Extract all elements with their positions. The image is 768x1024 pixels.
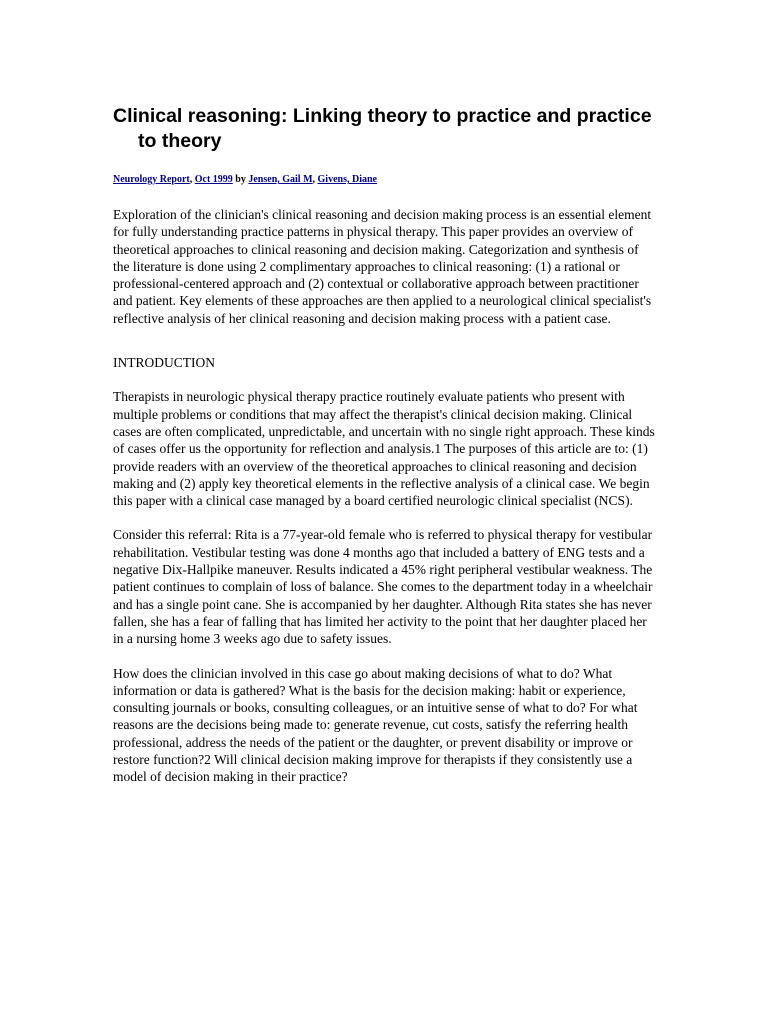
byline: Neurology Report, Oct 1999 by Jensen, Gail M, Givens, Diane <box>113 174 377 185</box>
author-link-givens[interactable]: Givens, Diane <box>317 174 377 185</box>
byline-by: by <box>235 174 246 185</box>
article <box>113 104 658 786</box>
paragraph-3: How does the clinician involved in this case go about making decisions of what to do? What information or data is gathered? What is the basis for the decision making: habit or experience, consulting journals or books, consulting colleagues, or an intuitive sense of what to do? For what reasons are the decisions being made to: generate revenue, cut costs, satisfy the referring health professional, address the needs of the patient or the daughter, or prevent disability or improve or restore function?2 Will clinical decision making improve for therapists if they consistently use a model of decision making in their practice? <box>113 665 638 785</box>
journal-link[interactable]: Neurology Report <box>113 174 190 185</box>
paragraph-1: Therapists in neurologic physical therapy practice routinely evaluate patients who present with multiple problems or conditions that may affect the therapist's clinical decision making. Clinical cases are often complicated, unpredictable, and uncertain with no single right approach. These kinds of cases offer us the opportunity for reflection and analysis.1 The purposes of this article are to: (1) provide readers with an overview of the theoretical approaches to clinical reasoning and decision making and (2) apply key theoretical elements in the reflective analysis of a clinical case. We begin this paper with a clinical case managed by a board certified neurologic clinical specialist (NCS). <box>113 389 655 509</box>
abstract: Exploration of the clinician's clinical reasoning and decision making process is an essential element for fully understanding practice patterns in physical therapy. This paper provides an overview of theoretical approaches to clinical reasoning and decision making. Categorization and synthesis of the literature is done using 2 complimentary approaches to clinical reasoning: (1) a rational or professional-centered approach and (2) contextual or collaborative approach between practitioner and patient. Key elements of these approaches are then applied to a neurological clinical specialist's reflective analysis of her clinical reasoning and decision making process with a patient case. <box>113 207 652 326</box>
article-title: Clinical reasoning: Linking theory to practice and practice to theory <box>113 105 652 152</box>
section-heading: INTRODUCTION <box>113 355 215 371</box>
date-link[interactable]: Oct 1999 <box>194 174 233 185</box>
author-link-jensen[interactable]: Jensen, Gail M <box>248 174 313 185</box>
paragraph-2: Consider this referral: Rita is a 77-year-old female who is referred to physical therapy for vestibular rehabilitation. Vestibular testing was done 4 months ago that included a battery of ENG tests and a negative Dix-Hallpike maneuver. Results indicated a 45% right peripheral vestibular weakness. The patient continues to complain of loss of balance. She comes to the department today in a wheelchair and has a single point cane. She is accompanied by her daughter. Although Rita states she has never fallen, she has a fear of falling that has limited her activity to the point that her daughter placed her in a nursing home 3 weeks ago due to safety issues. <box>113 527 653 647</box>
